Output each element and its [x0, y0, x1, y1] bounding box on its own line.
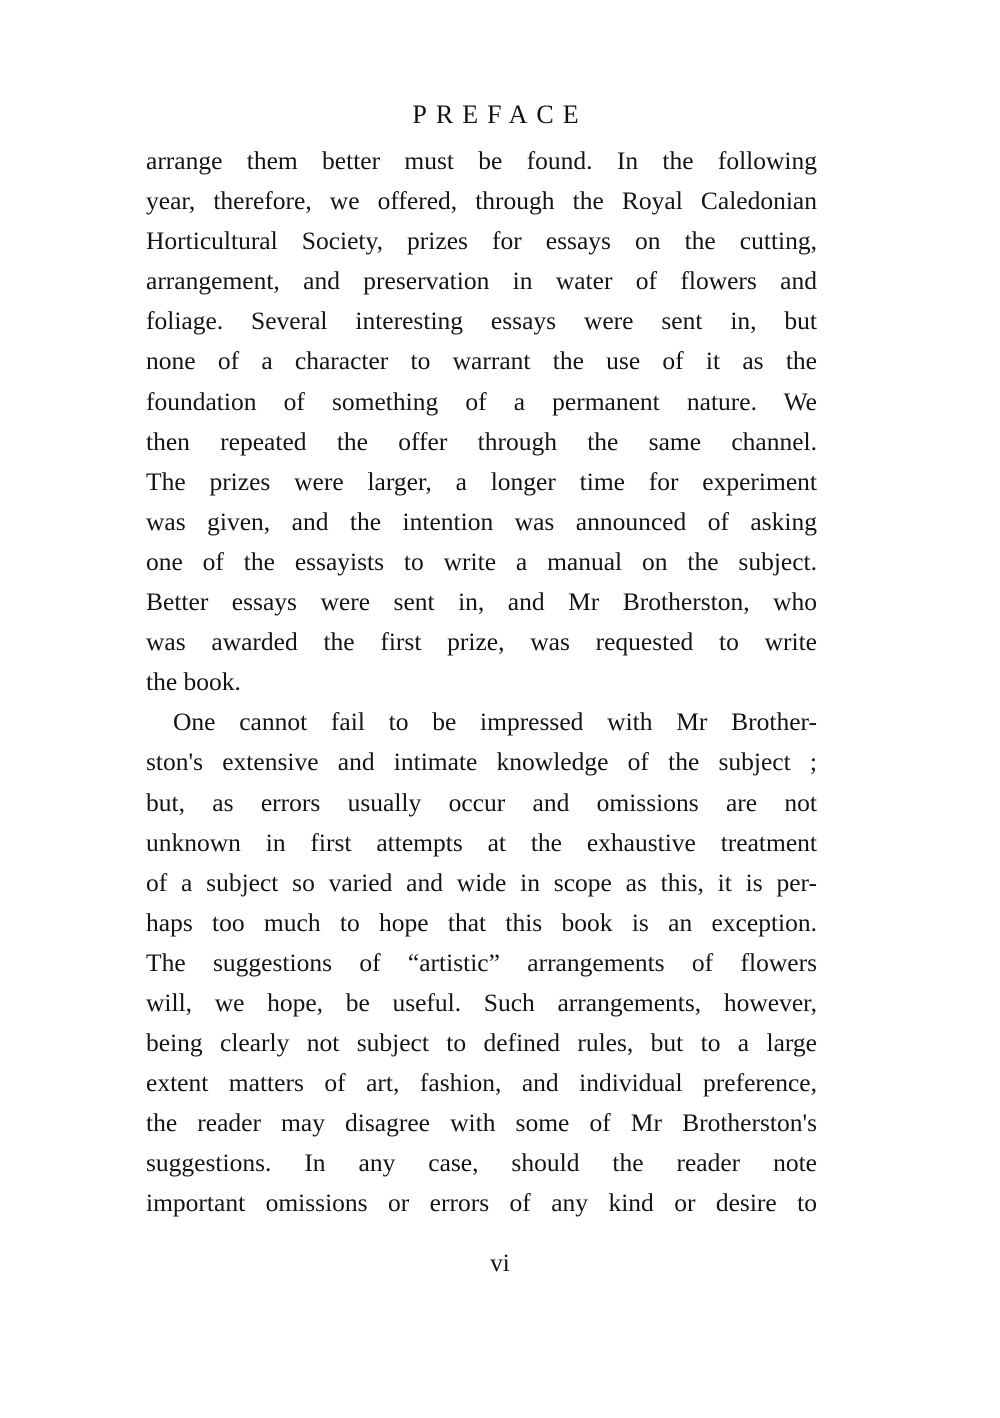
- text-line: year, therefore, we offered, through the Royal Caledonian: [146, 186, 817, 216]
- text-line: arrange them better must be found. In the following: [146, 146, 817, 175]
- text-line: Horticultural Society, prizes for essays on the cutting,: [146, 226, 817, 256]
- paragraph-1: [146, 141, 817, 702]
- text-line: of a subject so varied and wide in scope as this, it is per-: [146, 867, 817, 897]
- text-line: suggestions. In any case, should the reader note: [146, 1148, 817, 1178]
- text-line: Better essays were sent in, and Mr Brotherston, who: [146, 587, 817, 617]
- text-line: the reader may disagree with some of Mr Brotherston's: [146, 1108, 817, 1138]
- text-line: The prizes were larger, a longer time for experiment: [146, 466, 817, 496]
- text-line: one of the essayists to write a manual on the subject.: [146, 546, 817, 576]
- text-line: foliage. Several interesting essays were sent in, but: [146, 306, 817, 336]
- text-line: then repeated the offer through the same channel.: [146, 426, 817, 456]
- text-line: arrangement, and preservation in water of flowers and: [146, 266, 817, 296]
- text-line: foundation of something of a permanent nature. We: [146, 386, 817, 416]
- text-line: important omissions or errors of any kind or desire to: [146, 1188, 817, 1218]
- text-line: being clearly not subject to defined rules, but to a large: [146, 1028, 817, 1058]
- text-line: will, we hope, be useful. Such arrangements, however,: [146, 987, 817, 1017]
- text-line: was awarded the first prize, was requested to write: [146, 627, 817, 657]
- text-line: One cannot fail to be impressed with Mr Brother-: [173, 707, 817, 737]
- text-line: the book.: [146, 667, 241, 697]
- running-head: PREFACE: [412, 100, 588, 129]
- paragraph-2: [146, 702, 817, 1223]
- text-line: unknown in first attempts at the exhaustive treatment: [146, 827, 817, 857]
- page-number: vi: [490, 1250, 510, 1277]
- text-line: ston's extensive and intimate knowledge of the subject ;: [146, 747, 817, 777]
- body-text: [146, 141, 817, 1224]
- text-line: was given, and the intention was announced of asking: [146, 506, 817, 536]
- text-line: none of a character to warrant the use of it as the: [146, 346, 817, 376]
- text-line: extent matters of art, fashion, and individual preference,: [146, 1068, 817, 1098]
- text-line: haps too much to hope that this book is an exception.: [146, 907, 817, 937]
- text-line: but, as errors usually occur and omissions are not: [146, 787, 817, 817]
- text-line: The suggestions of “artistic” arrangements of flowers: [146, 947, 817, 977]
